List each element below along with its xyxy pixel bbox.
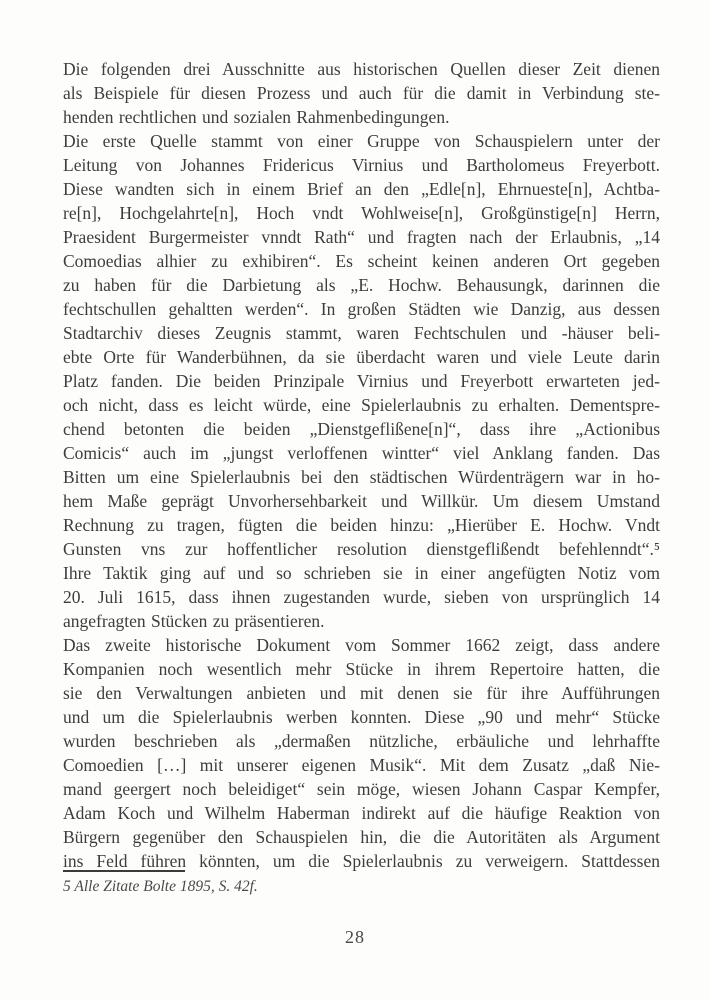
text-line: hem Maße geprägt Unvorhersehbarkeit und Willkür. Um diesem Umstand <box>63 491 660 511</box>
text-line: henden rechtlichen und sozialen Rahmenbedingungen. <box>63 107 450 127</box>
text-line: ins Feld führen könnten, um die Spielerlaubnis zu verweigern. Stattdessen <box>63 851 660 871</box>
text-line: Die erste Quelle stammt von einer Gruppe von Schauspielern unter der <box>63 131 660 151</box>
text-line: Kompanien noch wesentlich mehr Stücke in ihrem Repertoire hatten, die <box>63 659 660 679</box>
text-line: zu haben für die Darbietung als „E. Hochw. Behausungk, darinnen die <box>63 275 660 295</box>
text-line: fechtschullen gehaltten werden“. In großen Städten wie Danzig, aus dessen <box>63 299 660 319</box>
text-line: als Beispiele für diesen Prozess und auch für die damit in Verbindung ste- <box>63 83 660 103</box>
text-line: Bitten um eine Spielerlaubnis bei den städtischen Würdenträgern war in ho- <box>63 467 660 487</box>
paragraph <box>63 633 660 873</box>
text-line: angefragten Stücken zu präsentieren. <box>63 611 325 631</box>
text-line: Gunsten vns zur hoffentlicher resolution dienstgeflißendt befehlenndt“.⁵ <box>63 539 660 559</box>
paragraph <box>63 129 660 633</box>
text-line: Adam Koch und Wilhelm Haberman indirekt auf die häufige Reaktion von <box>63 803 660 823</box>
text-line: Stadtarchiv dieses Zeugnis stammt, waren Fechtschulen und -häuser beli- <box>63 323 660 343</box>
text-line: Platz fanden. Die beiden Prinzipale Virnius und Freyerbott erwarteten jed- <box>63 371 660 391</box>
text-line: sie den Verwaltungen anbieten und mit denen sie für ihre Aufführungen <box>63 683 660 703</box>
text-line: mand geergert noch beleidiget“ sein möge, wiesen Johann Caspar Kempfer, <box>63 779 660 799</box>
text-line: Bürgern gegenüber den Schauspielen hin, die die Autoritäten als Argument <box>63 827 660 847</box>
text-line: ebte Orte für Wanderbühnen, da sie überdacht waren und viele Leute darin <box>63 347 660 367</box>
text-line: chend betonten die beiden „Dienstgeflißene[n]“, dass ihre „Actionibus <box>63 419 660 439</box>
page-number: 28 <box>345 927 365 947</box>
text-line: Die folgenden drei Ausschnitte aus historischen Quellen dieser Zeit dienen <box>63 59 660 79</box>
text-line: Comicis“ auch im „jungst verloffenen wintter“ viel Anklang fanden. Das <box>63 443 660 463</box>
footnote-separator <box>63 870 185 872</box>
text-line: Leitung von Johannes Fridericus Virnius und Bartholomeus Freyerbott. <box>63 155 660 175</box>
text-line: und um die Spielerlaubnis werben konnten. Diese „90 und mehr“ Stücke <box>63 707 660 727</box>
text-line: och nicht, dass es leicht würde, eine Spielerlaubnis zu erhalten. Dementspre- <box>63 395 660 415</box>
text-line: Comoedien […] mit unserer eigenen Musik“. Mit dem Zusatz „daß Nie- <box>63 755 660 775</box>
footnote-text: Alle Zitate Bolte 1895, S. 42f. <box>74 878 258 895</box>
text-line: Ihre Taktik ging auf und so schrieben sie in einer angefügten Notiz vom <box>63 563 660 583</box>
text-line: Praesident Burgermeister vnndt Rath“ und fragten nach der Erlaubnis, „14 <box>63 227 660 247</box>
footnote-marker: 5 <box>63 878 71 895</box>
text-line: Comoedias alhier zu exhibiren“. Es scheint keinen anderen Ort gegeben <box>63 251 660 271</box>
text-line: Rechnung zu tragen, fügten die beiden hinzu: „Hierüber E. Hochw. Vndt <box>63 515 660 535</box>
text-line: re[n], Hochgelahrte[n], Hoch vndt Wohlweise[n], Großgünstige[n] Herrn, <box>63 203 660 223</box>
text-line: Das zweite historische Dokument vom Sommer 1662 zeigt, dass andere <box>63 635 660 655</box>
footnote <box>63 870 660 897</box>
footnote-line <box>63 877 660 897</box>
text-line: 20. Juli 1615, dass ihnen zugestanden wurde, sieben von ursprünglich 14 <box>63 587 660 607</box>
text-line: Diese wandten sich in einem Brief an den „Edle[n], Ehrnueste[n], Achtba- <box>63 179 660 199</box>
text-block <box>63 57 660 873</box>
text-line: wurden beschrieben als „dermaßen nützliche, erbäuliche und lehrhaffte <box>63 731 660 751</box>
paragraph <box>63 57 660 129</box>
